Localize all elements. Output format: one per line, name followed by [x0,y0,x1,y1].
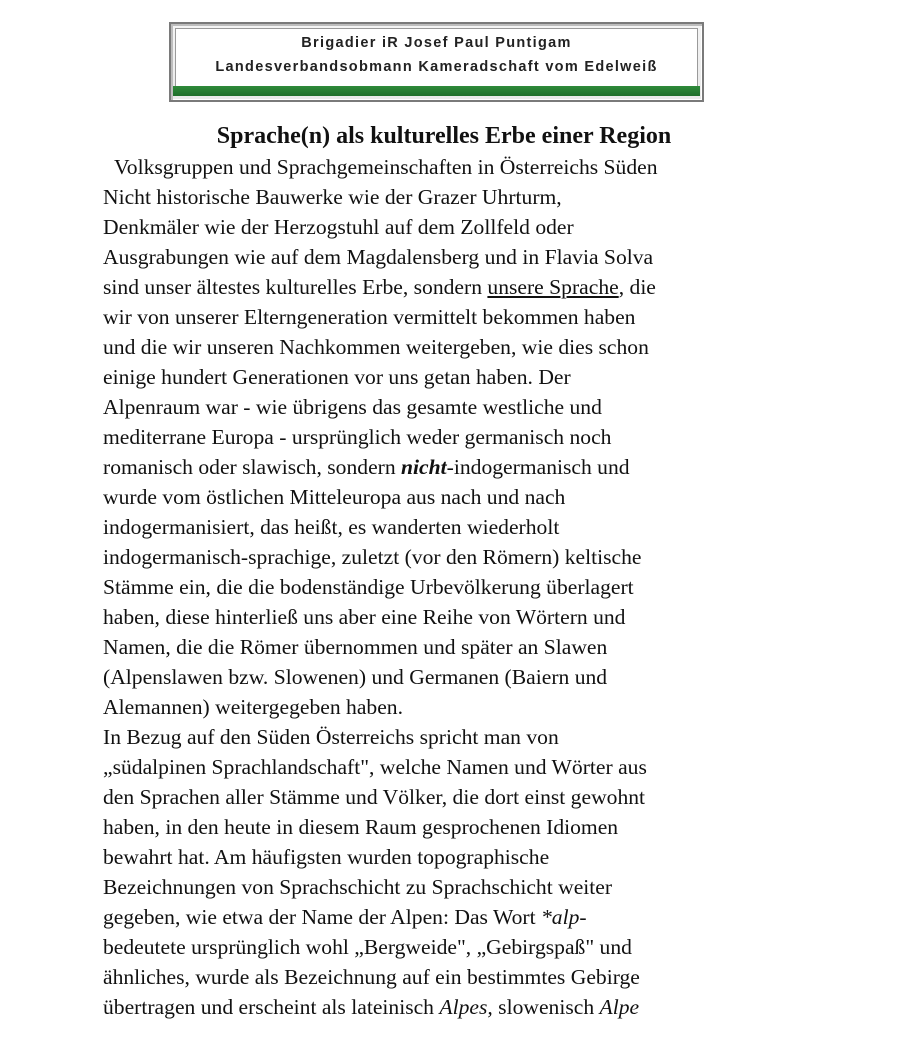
text-line: (Alpenslawen bzw. Slowenen) und Germanen (Baiern und [103,665,608,689]
text-segment: , die [618,275,656,299]
text-segment: übertragen und erscheint als lateinisch [103,995,440,1019]
text-line: wurde vom östlichen Mitteleuropa aus nach und nach [103,485,566,509]
underlined-phrase: unsere Sprache [487,275,619,299]
text-line: Bezeichnungen von Sprachschicht zu Sprachschicht weiter [103,875,613,899]
text-segment: gegeben, wie etwa der Name der Alpen: Das Wort [103,905,541,929]
text-line: „südalpinen Sprachlandschaft", welche Namen und Wörter aus [103,755,647,779]
text-line: haben, diese hinterließ uns aber eine Reihe von Wörtern und [103,605,626,629]
text-segment: slowenisch [492,995,600,1019]
text-line: haben, in den heute in diesem Raum gesprochenen Idiomen [103,815,619,839]
text-line: Alpenraum war - wie übrigens das gesamte westliche und [103,395,602,419]
text-line: ähnliches, wurde als Bezeichnung auf ein bestimmtes Gebirge [103,965,640,989]
header-green-bar [173,86,700,96]
italic-word: Alpe [599,995,640,1019]
document-title: Sprache(n) als kulturelles Erbe einer Region [216,123,672,149]
text-segment: sind unser ältestes kulturelles Erbe, sondern [103,275,488,299]
text-line: den Sprachen aller Stämme und Völker, die dort einst gewohnt [103,785,646,809]
text-line: Stämme ein, die die bodenständige Urbevölkerung überlagert [103,575,634,599]
text-line [103,272,656,302]
text-line: Alemannen) weitergegeben haben. [103,695,403,719]
text-line: mediterrane Europa - ursprünglich weder germanisch noch [103,425,612,449]
text-line: und die wir unseren Nachkommen weitergeben, wie dies schon [103,335,649,359]
author-name: Brigadier iR Josef Paul Puntigam [301,35,572,51]
text-line: bedeutete ursprünglich wohl „Bergweide", „Gebirgspaß" und [103,935,632,959]
text-line: einige hundert Generationen vor uns getan haben. Der [103,365,571,389]
text-line [103,902,587,932]
text-line: bewahrt hat. Am häufigsten wurden topographische [103,845,550,869]
author-header-panel [175,28,698,88]
author-role: Landesverbandsobmann Kameradschaft vom Edelweiß [215,59,658,75]
text-line: Nicht historische Bauwerke wie der Grazer Uhrturm, [103,185,562,209]
text-line: Denkmäler wie der Herzogstuhl auf dem Zollfeld oder [103,215,574,239]
text-line: In Bezug auf den Süden Österreichs spricht man von [103,725,559,749]
text-line: indogermanisiert, das heißt, es wanderten wiederholt [103,515,560,539]
italic-word: Alpes, [439,995,493,1019]
italic-word: *alp- [540,905,587,929]
text-segment: romanisch oder slawisch, sondern [103,455,402,479]
text-line: Ausgrabungen wie auf dem Magdalensberg und in Flavia Solva [103,245,654,269]
author-header-box [169,22,704,102]
text-line: indogermanisch-sprachige, zuletzt (vor den Römern) keltische [103,545,642,569]
emphasized-word: nicht [401,455,447,479]
document-subtitle: Volksgruppen und Sprachgemeinschaften in Österreichs Süden [114,155,658,179]
text-line [103,452,630,482]
text-line [103,992,639,1022]
text-line: Namen, die die Römer übernommen und später an Slawen [103,635,608,659]
text-line: wir von unserer Elterngeneration vermittelt bekommen haben [103,305,636,329]
text-segment: -indogermanisch und [446,455,630,479]
